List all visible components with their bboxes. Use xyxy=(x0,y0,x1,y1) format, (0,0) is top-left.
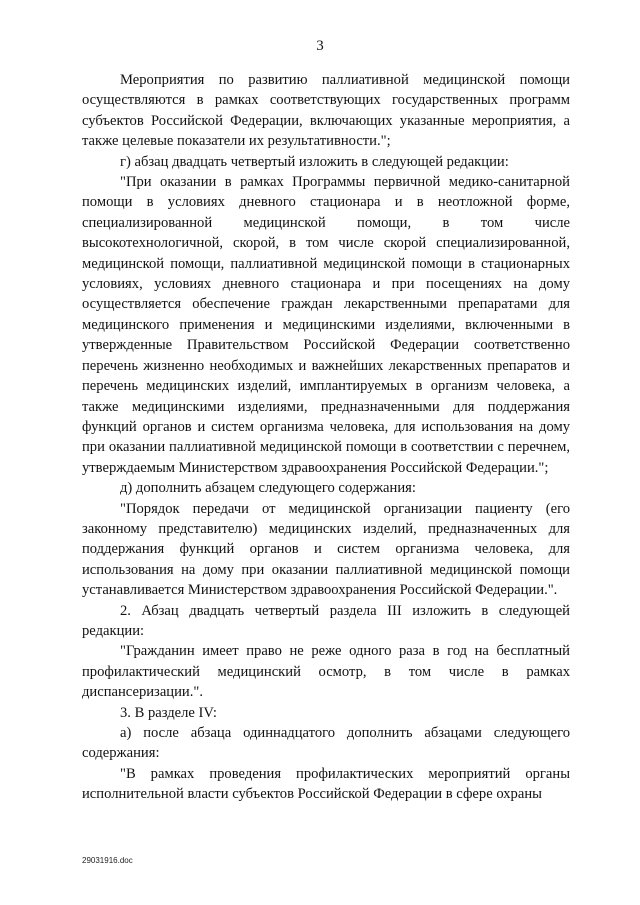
paragraph-palliative-programs: Мероприятия по развитию паллиативной медицинской помощи осуществляются в рамках соответствующих государственных программ субъектов Российской Федерации, включающих указанные мероприятия, а также целевые показатели их результативности."; xyxy=(82,72,570,150)
document-body xyxy=(82,70,570,805)
paragraph-item-3: 3. В разделе IV: xyxy=(120,704,217,721)
document-file-code: 29031916.doc xyxy=(82,856,133,865)
paragraph-item-g: г) абзац двадцать четвертый изложить в следующей редакции: xyxy=(120,153,509,170)
page-number: 3 xyxy=(316,38,324,54)
paragraph-item-d: д) дополнить абзацем следующего содержания: xyxy=(120,480,416,497)
paragraph-item-2: 2. Абзац двадцать четвертый раздела III изложить в следующей редакции: xyxy=(82,602,570,639)
paragraph-quote-medication-provision: "При оказании в рамках Программы первичной медико-санитарной помощи в условиях дневного стационара и в неотложной форме, специализированной медицинской помощи, в том числе высокотехнологичной, скорой, в том числе скорой специализированной, медицинской помощи, паллиативной медицинской помощи в стационарных условиях, условиях дневного стационара и при посещениях на дому осуществляется обеспечение граждан лекарственными препаратами для медицинского применения и медицинскими изделиями, включенными в утвержденные Правительством Российской Федерации соответственно перечень жизненно необходимых и важнейших лекарственных препаратов и перечень медицинских изделий, имплантируемых в организм человека, а также медицинскими изделиями, предназначенными для поддержания функций органов и систем организма человека, для использования на дому при оказании паллиативной медицинской помощи в соответствии с перечнем, утверждаемым Министерством здравоохранения Российской Федерации."; xyxy=(82,174,570,476)
paragraph-item-a: а) после абзаца одиннадцатого дополнить абзацами следующего содержания: xyxy=(82,725,570,762)
paragraph-quote-preventive-exam: "Гражданин имеет право не реже одного раза в год на бесплатный профилактический медицинский осмотр, в том числе в рамках диспансеризации.". xyxy=(82,643,570,701)
paragraph-quote-transfer-procedure: "Порядок передачи от медицинской организации пациенту (его законному представителю) медицинских изделий, предназначенных для поддержания функций органов и систем организма человека, для использования на дому при оказании паллиативной медицинской помощи устанавливается Министерством здравоохранения Российской Федерации.". xyxy=(82,500,570,599)
paragraph-quote-preventive-measures: "В рамках проведения профилактических мероприятий органы исполнительной власти субъектов Российской Федерации в сфере охраны xyxy=(82,765,570,803)
